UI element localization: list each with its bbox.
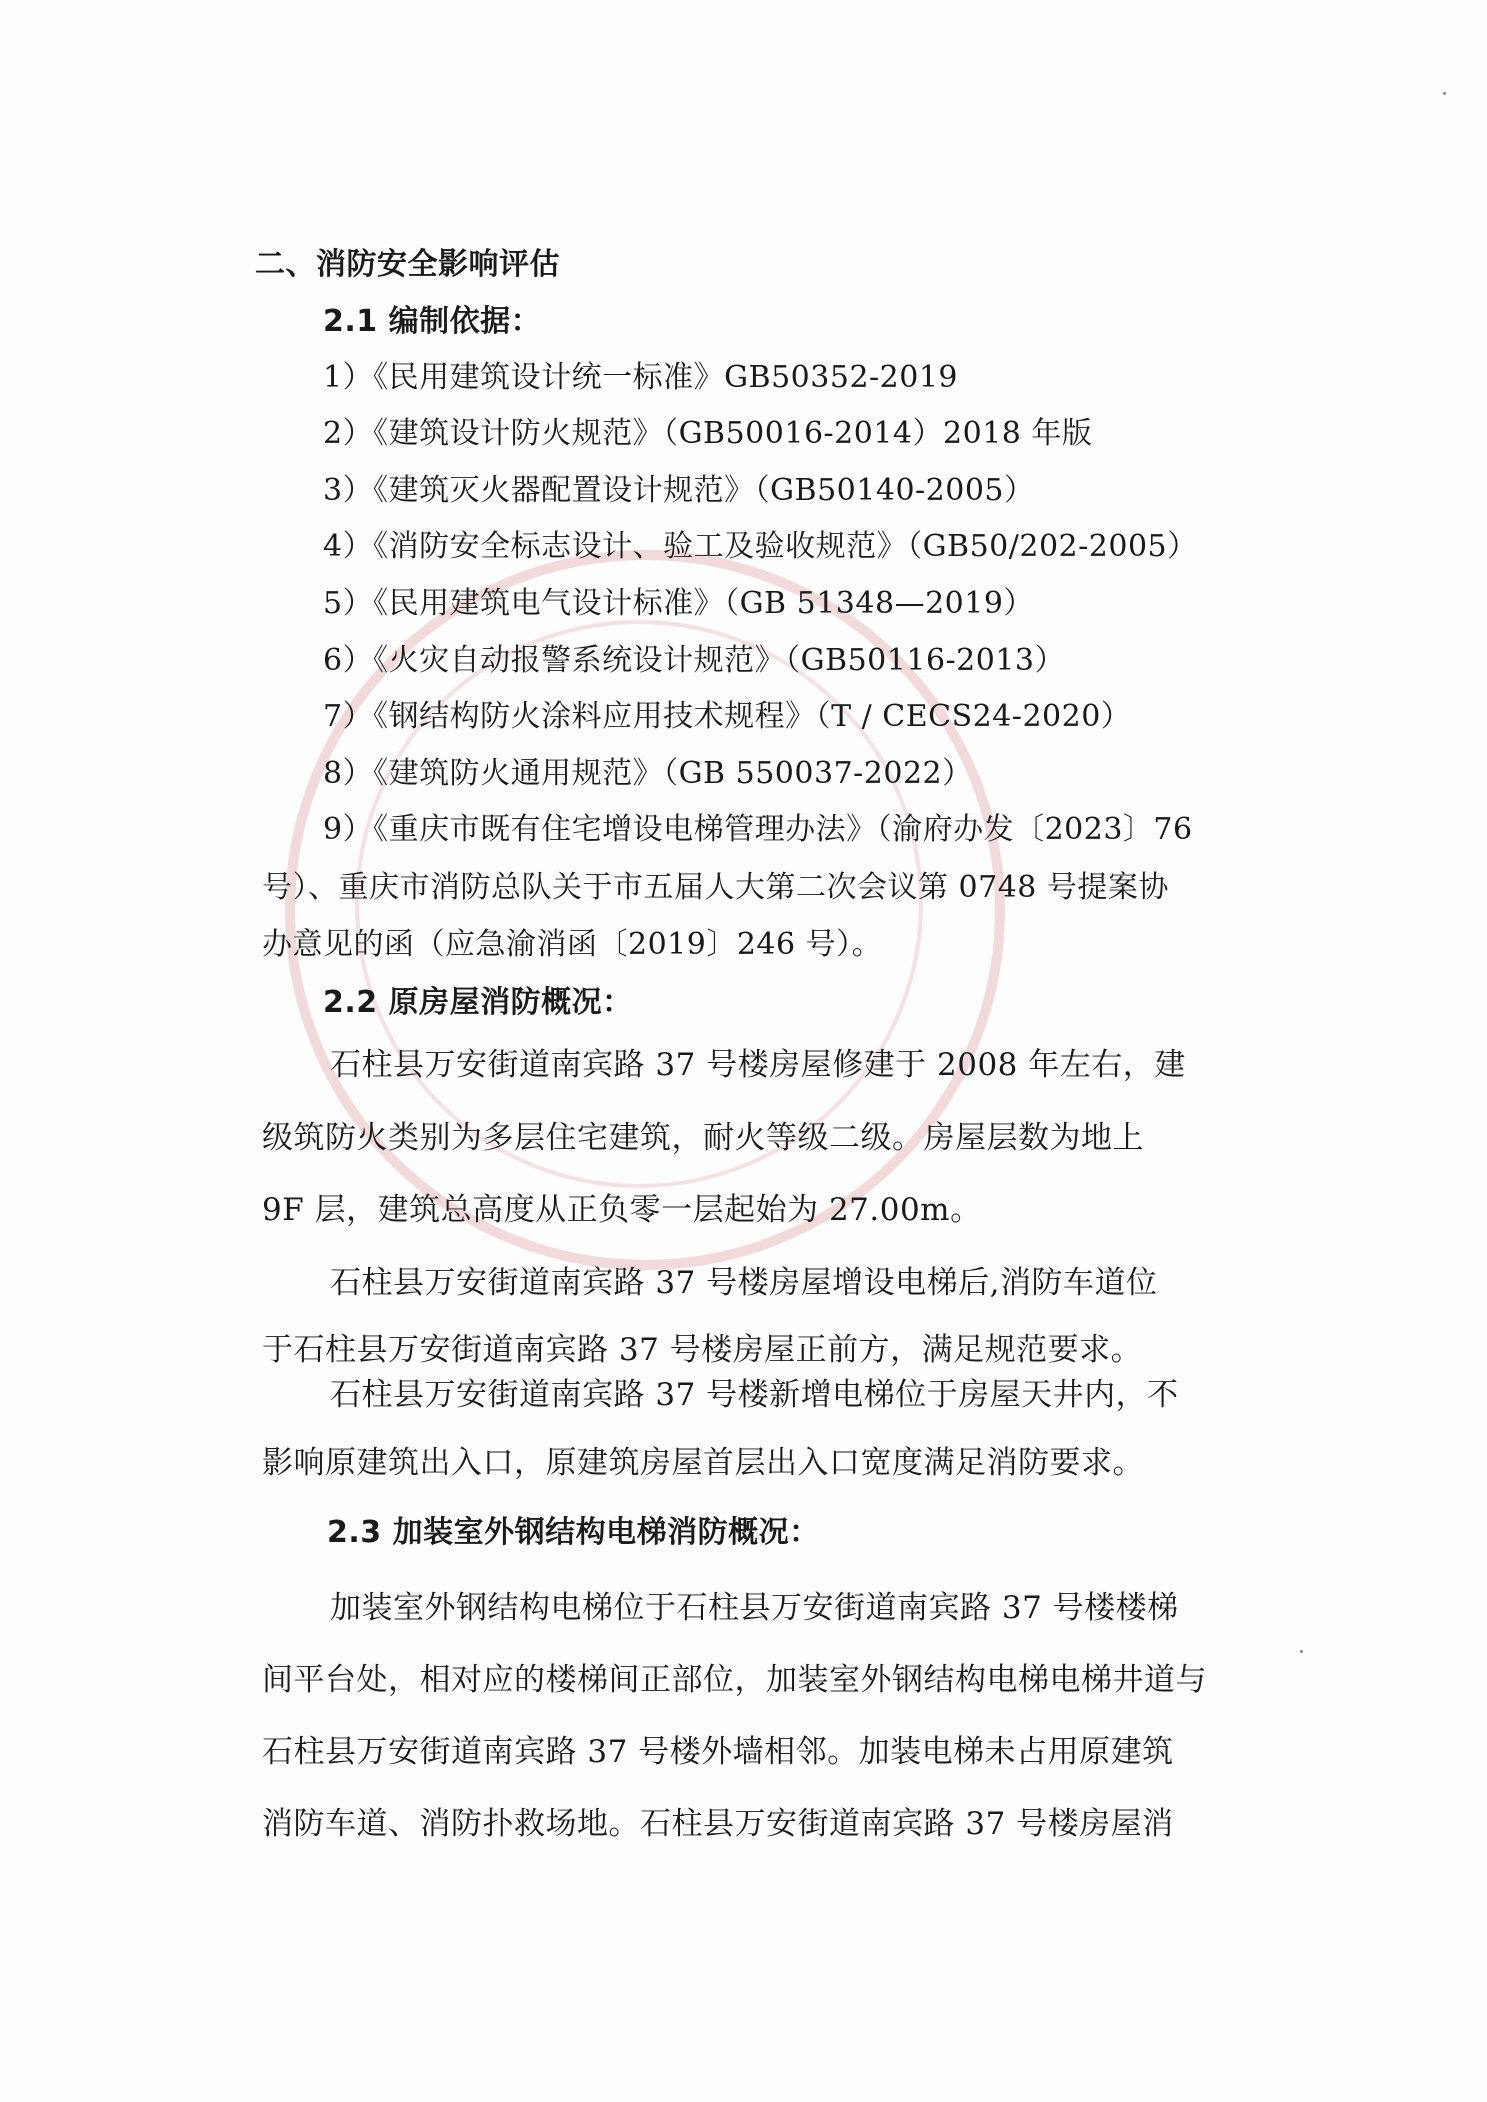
body-paragraph-line: 影响原建筑出入口，原建筑房屋首层出入口宽度满足消防要求。: [262, 1445, 1144, 1481]
body-paragraph-line: 石柱县万安街道南宾路 37 号楼房屋修建于 2008 年左右，建: [330, 1047, 1186, 1083]
subsection-2-2-heading: 2.2 原房屋消防概况：: [323, 985, 633, 1020]
body-paragraph-line: 石柱县万安街道南宾路 37 号楼房屋增设电梯后,消防车道位: [330, 1265, 1158, 1301]
reference-item: 2）《建筑设计防火规范》（GB50016-2014）2018 年版: [323, 416, 1093, 451]
scan-speck: [1443, 92, 1446, 95]
body-paragraph-line: 石柱县万安街道南宾路 37 号楼新增电梯位于房屋天井内，不: [330, 1377, 1179, 1413]
body-paragraph-line: 石柱县万安街道南宾路 37 号楼外墙相邻。加装电梯未占用原建筑: [262, 1734, 1174, 1770]
reference-item: 5）《民用建筑电气设计标准》（GB 51348—2019）: [323, 586, 1034, 621]
reference-item: 8）《建筑防火通用规范》（GB 550037-2022）: [323, 756, 973, 791]
scan-speck: [1300, 1650, 1303, 1653]
reference-item-continued: 号）、重庆市消防总队关于市五届人大第二次会议第 0748 号提案协: [262, 870, 1169, 905]
body-paragraph-line: 9F 层，建筑总高度从正负零一层起始为 27.00m。: [262, 1192, 982, 1228]
subsection-2-3-heading: 2.3 加装室外钢结构电梯消防概况：: [327, 1515, 820, 1550]
body-paragraph-line: 间平台处，相对应的楼梯间正部位，加装室外钢结构电梯电梯井道与: [262, 1662, 1207, 1698]
body-paragraph-line: 于石柱县万安街道南宾路 37 号楼房屋正前方，满足规范要求。: [262, 1332, 1143, 1368]
reference-item: 6）《火灾自动报警系统设计规范》（GB50116-2013）: [323, 643, 1066, 678]
body-paragraph-line: 加装室外钢结构电梯位于石柱县万安街道南宾路 37 号楼楼梯: [330, 1590, 1179, 1626]
subsection-2-1-heading: 2.1 编制依据：: [323, 304, 542, 339]
body-paragraph-line: 消防车道、消防扑救场地。石柱县万安街道南宾路 37 号楼房屋消: [262, 1806, 1174, 1842]
reference-item: 9）《重庆市既有住宅增设电梯管理办法》（渝府办发〔2023〕76: [323, 812, 1193, 847]
reference-item: 7）《钢结构防火涂料应用技术规程》（T / CECS24-2020）: [323, 699, 1132, 734]
reference-item: 4）《消防安全标志设计、验工及验收规范》（GB50/202-2005）: [323, 529, 1198, 564]
reference-item: 3）《建筑灭火器配置设计规范》（GB50140-2005）: [323, 473, 1035, 508]
reference-item: 1）《民用建筑设计统一标准》GB50352-2019: [323, 360, 959, 395]
section-heading: 二、消防安全影响评估: [255, 247, 560, 282]
reference-item-continued: 办意见的函（应急渝消函〔2019〕246 号）。: [262, 927, 883, 962]
body-paragraph-line: 级筑防火类别为多层住宅建筑，耐火等级二级。房屋层数为地上: [262, 1120, 1144, 1156]
